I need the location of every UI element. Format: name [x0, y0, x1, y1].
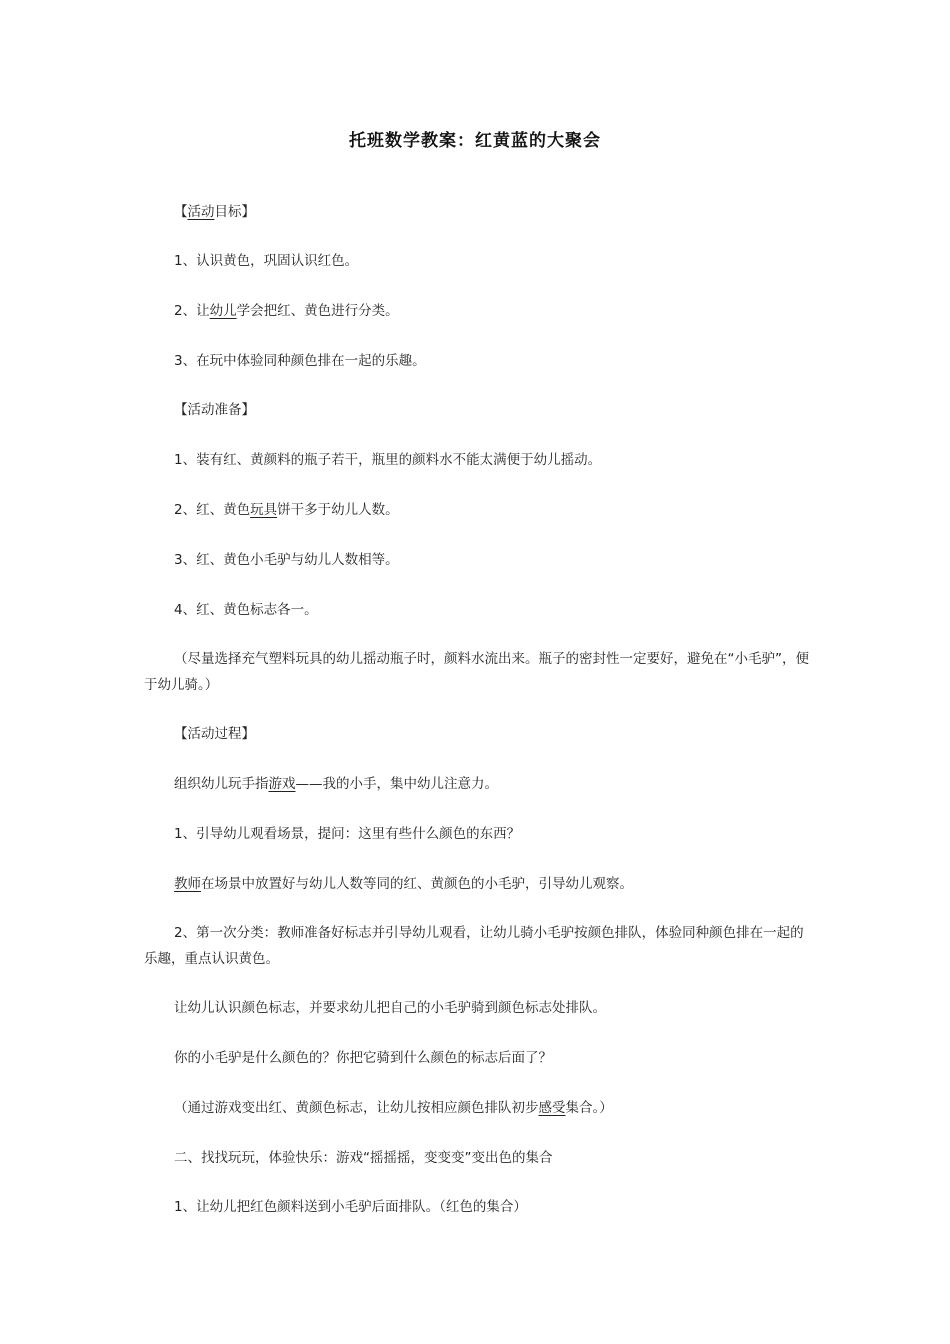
paragraph-note	[144, 646, 810, 698]
paragraph-section-prep-heading	[144, 397, 810, 423]
text-segment: 饼干多于幼儿人数。	[277, 502, 399, 518]
text-segment: 4、红、黄色标志各一。	[174, 602, 318, 618]
text-segment: 二、找找玩玩，体验快乐：游戏“摇摇摇，变变变”变出色的集合	[174, 1150, 553, 1166]
link-teacher[interactable]: 教师	[174, 876, 201, 892]
text-segment: 【活动准备】	[174, 402, 255, 418]
paragraph	[144, 1045, 810, 1071]
text-segment: 1、装有红、黄颜料的瓶子若干，瓶里的颜料水不能太满便于幼儿摇动。	[174, 452, 602, 468]
text-segment: 在场景中放置好与幼儿人数等同的红、黄颜色的小毛驴，引导幼儿观察。	[201, 876, 633, 892]
paragraph-section-goals-heading	[144, 199, 810, 225]
text-segment: 集合。）	[565, 1100, 613, 1116]
text-segment: 1、让幼儿把红色颜料送到小毛驴后面排队。（红色的集合）	[174, 1199, 527, 1215]
text-segment: 2、让	[174, 303, 210, 319]
text-segment: 3、红、黄色小毛驴与幼儿人数相等。	[174, 552, 399, 568]
text-segment: ——我的小手，集中幼儿注意力。	[295, 776, 498, 792]
link-children[interactable]: 幼儿	[209, 303, 237, 319]
paragraph	[144, 348, 810, 374]
paragraph	[144, 771, 810, 797]
text-segment: 你的小毛驴是什么颜色的？你把它骑到什么颜色的标志后面了？	[174, 1050, 552, 1066]
text-segment: 3、在玩中体验同种颜色排在一起的乐趣。	[174, 353, 426, 369]
paragraph	[144, 248, 810, 274]
paragraph-section-process-heading	[144, 721, 810, 747]
paragraph	[144, 995, 810, 1021]
link-toys[interactable]: 玩具	[250, 502, 278, 518]
text-segment: （尽量选择充气塑料玩具的幼儿摇动瓶子时，颜料水流出来。瓶子的密封性一定要好，避免在“小毛驴”，便于幼儿骑。）	[144, 651, 809, 693]
text-segment: 2、第一次分类：教师准备好标志并引导幼儿观看，让幼儿骑小毛驴按颜色排队，体验同种颜色排在一起的乐趣，重点认识黄色。	[144, 925, 804, 967]
paragraph	[144, 1095, 810, 1121]
text-segment: 1、引导幼儿观看场景，提问：这里有些什么颜色的东西？	[174, 826, 521, 842]
paragraph	[144, 920, 810, 972]
paragraph	[144, 447, 810, 473]
text-segment: 2、红、黄色	[174, 502, 251, 518]
link-games[interactable]: 游戏	[268, 776, 296, 792]
paragraph	[144, 497, 810, 523]
text-segment: （通过游戏变出红、黄颜色标志，让幼儿按相应颜色排队初步	[174, 1100, 539, 1116]
link-feel[interactable]: 感受	[538, 1100, 566, 1116]
text-segment: 1、认识黄色，巩固认识红色。	[174, 253, 359, 269]
text-segment: 让幼儿认识颜色标志，并要求幼儿把自己的小毛驴骑到颜色标志处排队。	[174, 1000, 606, 1016]
paragraph	[144, 547, 810, 573]
text-segment: 组织幼儿玩手指	[174, 776, 269, 792]
text-segment: 目标】	[214, 204, 255, 220]
paragraph	[144, 298, 810, 324]
paragraph	[144, 1145, 810, 1171]
text-segment: 【	[174, 204, 188, 220]
link-activity[interactable]: 活动	[187, 204, 215, 220]
paragraph	[144, 821, 810, 847]
paragraph	[144, 597, 810, 623]
text-segment: 【活动过程】	[174, 726, 255, 742]
paragraph	[144, 871, 810, 897]
paragraph	[144, 1194, 810, 1220]
page-title: 托班数学教案：红黄蓝的大聚会	[349, 131, 601, 151]
text-segment: 学会把红、黄色进行分类。	[236, 303, 399, 319]
